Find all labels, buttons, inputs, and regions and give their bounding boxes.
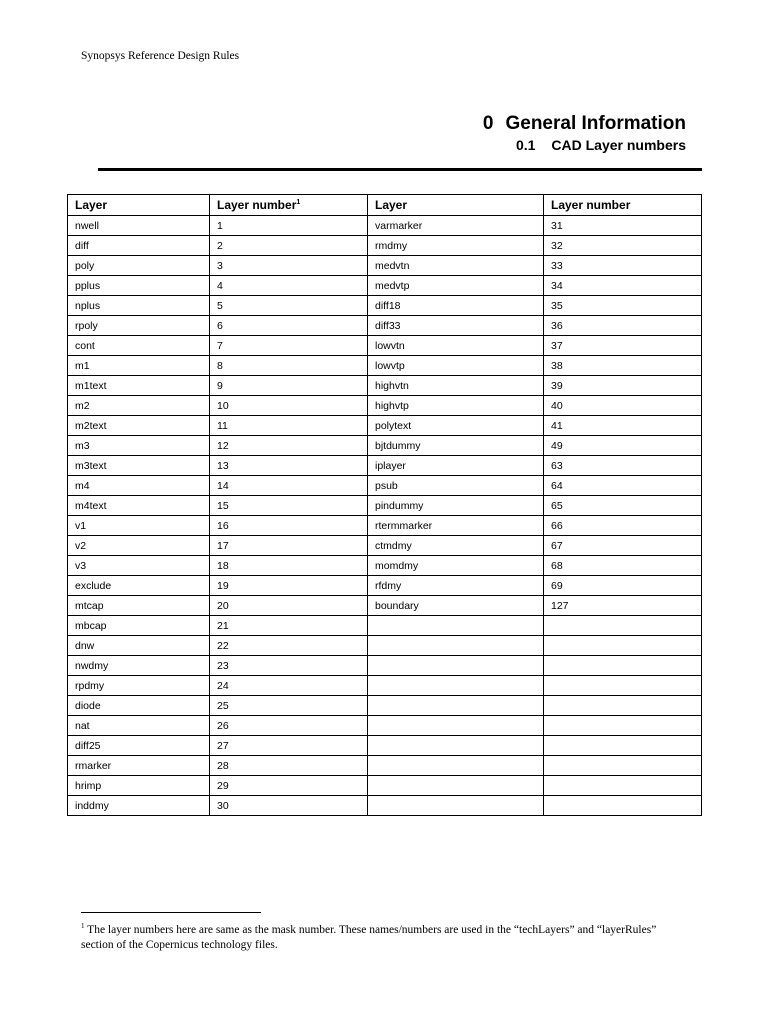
table-cell: 18 — [210, 556, 368, 576]
table-row — [68, 656, 702, 676]
table-row — [68, 676, 702, 696]
table-cell: 8 — [210, 356, 368, 376]
table-cell: 5 — [210, 296, 368, 316]
table-cell: 65 — [544, 496, 702, 516]
table-cell — [544, 636, 702, 656]
table-cell: rfdmy — [368, 576, 544, 596]
table-body — [68, 216, 702, 816]
table-cell: 67 — [544, 536, 702, 556]
table-row — [68, 296, 702, 316]
table-cell: iplayer — [368, 456, 544, 476]
table-cell: bjtdummy — [368, 436, 544, 456]
table-cell: ctmdmy — [368, 536, 544, 556]
table-cell: 17 — [210, 536, 368, 556]
table-cell: 34 — [544, 276, 702, 296]
header-layer-number-2: Layer number — [544, 195, 702, 216]
table-cell: mbcap — [68, 616, 210, 636]
table-cell — [368, 796, 544, 816]
table-cell: 38 — [544, 356, 702, 376]
table-row — [68, 716, 702, 736]
subsection-heading — [516, 137, 686, 153]
table-cell: diff18 — [368, 296, 544, 316]
table-cell — [544, 756, 702, 776]
table-header-row — [68, 195, 702, 216]
table-cell: rpdmy — [68, 676, 210, 696]
table-cell: 64 — [544, 476, 702, 496]
table-cell: 24 — [210, 676, 368, 696]
table-row — [68, 356, 702, 376]
table-cell: 11 — [210, 416, 368, 436]
table-row — [68, 736, 702, 756]
table-cell: momdmy — [368, 556, 544, 576]
table-cell: 66 — [544, 516, 702, 536]
table-cell: 37 — [544, 336, 702, 356]
heading-rule — [98, 168, 702, 171]
table-cell: 36 — [544, 316, 702, 336]
table-row — [68, 476, 702, 496]
table-cell: m3text — [68, 456, 210, 476]
table-cell: highvtp — [368, 396, 544, 416]
table-cell: 33 — [544, 256, 702, 276]
table-cell: medvtp — [368, 276, 544, 296]
table-row — [68, 436, 702, 456]
table-cell: varmarker — [368, 216, 544, 236]
table-cell: m1 — [68, 356, 210, 376]
table-cell — [368, 756, 544, 776]
table-cell: m4 — [68, 476, 210, 496]
subsection-number: 0.1 — [515, 137, 536, 153]
table-cell: nplus — [68, 296, 210, 316]
table-row — [68, 416, 702, 436]
table-cell: m2 — [68, 396, 210, 416]
table-cell — [368, 776, 544, 796]
table-cell: psub — [368, 476, 544, 496]
table-cell: nat — [68, 716, 210, 736]
table-row — [68, 636, 702, 656]
table-cell — [544, 616, 702, 636]
table-cell: v2 — [68, 536, 210, 556]
table-cell — [368, 676, 544, 696]
table-cell: 127 — [544, 596, 702, 616]
table-cell: lowvtp — [368, 356, 544, 376]
table-row — [68, 316, 702, 336]
table-cell: v3 — [68, 556, 210, 576]
table-cell: poly — [68, 256, 210, 276]
table-row — [68, 756, 702, 776]
table-row — [68, 776, 702, 796]
table-cell: medvtn — [368, 256, 544, 276]
table-row — [68, 516, 702, 536]
table-row — [68, 556, 702, 576]
table-cell: 12 — [210, 436, 368, 456]
table-cell: 20 — [210, 596, 368, 616]
table-cell: 3 — [210, 256, 368, 276]
table-cell: 26 — [210, 716, 368, 736]
table-row — [68, 536, 702, 556]
table-row — [68, 236, 702, 256]
footnote — [81, 919, 681, 953]
table-cell: inddmy — [68, 796, 210, 816]
table-cell: 25 — [210, 696, 368, 716]
table-cell: m2text — [68, 416, 210, 436]
table-cell — [368, 736, 544, 756]
table-cell: 10 — [210, 396, 368, 416]
table-row — [68, 496, 702, 516]
table-cell: 16 — [210, 516, 368, 536]
footnote-text: The layer numbers here are same as the mask number. These names/numbers are used in the “techLayers” and “layerRules” section of the Copernicus technology files. — [81, 923, 657, 951]
footnote-mark: 1 — [296, 199, 301, 206]
table-cell: 19 — [210, 576, 368, 596]
table-cell: 28 — [210, 756, 368, 776]
subsection-title: CAD Layer numbers — [551, 137, 686, 153]
table-cell: m4text — [68, 496, 210, 516]
cad-layer-table — [67, 194, 702, 816]
table-cell: dnw — [68, 636, 210, 656]
table-cell: diff25 — [68, 736, 210, 756]
table-cell: 39 — [544, 376, 702, 396]
table-cell — [544, 796, 702, 816]
table-cell: boundary — [368, 596, 544, 616]
table-row — [68, 216, 702, 236]
table-row — [68, 336, 702, 356]
table-cell: 4 — [210, 276, 368, 296]
table-cell: 22 — [210, 636, 368, 656]
table-cell: 21 — [210, 616, 368, 636]
table-row — [68, 456, 702, 476]
table-cell — [544, 776, 702, 796]
table-cell: cont — [68, 336, 210, 356]
table-cell: 63 — [544, 456, 702, 476]
table-cell — [544, 696, 702, 716]
table-cell: 15 — [210, 496, 368, 516]
table-cell: rpoly — [68, 316, 210, 336]
table-cell: lowvtn — [368, 336, 544, 356]
table-row — [68, 276, 702, 296]
header-layer: Layer — [68, 195, 210, 216]
section-heading — [483, 113, 686, 135]
table-row — [68, 256, 702, 276]
header-layer-number: Layer number$^1$ — [210, 195, 368, 216]
table-cell — [368, 656, 544, 676]
table-cell — [544, 656, 702, 676]
section-number: 0 — [482, 113, 494, 134]
table-cell: diff — [68, 236, 210, 256]
table-cell: 14 — [210, 476, 368, 496]
table-row — [68, 696, 702, 716]
table-cell — [368, 696, 544, 716]
table-cell: hrimp — [68, 776, 210, 796]
table-cell: diode — [68, 696, 210, 716]
table-cell: 49 — [544, 436, 702, 456]
table-cell — [544, 716, 702, 736]
table-cell: 29 — [210, 776, 368, 796]
table-cell: 1 — [210, 216, 368, 236]
table-cell: 41 — [544, 416, 702, 436]
table-row — [68, 616, 702, 636]
table-cell — [368, 636, 544, 656]
table-cell: 31 — [544, 216, 702, 236]
running-header: Synopsys Reference Design Rules — [81, 50, 240, 62]
table-cell: pplus — [68, 276, 210, 296]
table-cell: exclude — [68, 576, 210, 596]
table-row — [68, 576, 702, 596]
footnote-number: 1 — [81, 922, 85, 930]
table-cell: pindummy — [368, 496, 544, 516]
table-row — [68, 596, 702, 616]
table-cell: 69 — [544, 576, 702, 596]
table-cell: rmarker — [68, 756, 210, 776]
table-cell: mtcap — [68, 596, 210, 616]
footnote-rule — [81, 912, 261, 913]
table-cell: rtermmarker — [368, 516, 544, 536]
table-cell: diff33 — [368, 316, 544, 336]
table-cell: 30 — [210, 796, 368, 816]
table-cell: rmdmy — [368, 236, 544, 256]
table-cell: 7 — [210, 336, 368, 356]
table-cell: 6 — [210, 316, 368, 336]
table-cell — [544, 736, 702, 756]
table-cell: 27 — [210, 736, 368, 756]
table-row — [68, 796, 702, 816]
table-row — [68, 376, 702, 396]
table-cell: v1 — [68, 516, 210, 536]
table-cell: 68 — [544, 556, 702, 576]
table-cell: nwell — [68, 216, 210, 236]
section-title: General Information — [505, 113, 686, 134]
table-cell: 35 — [544, 296, 702, 316]
table-cell — [368, 616, 544, 636]
header-layer-2: Layer — [368, 195, 544, 216]
table-row — [68, 396, 702, 416]
table-cell: highvtn — [368, 376, 544, 396]
table-cell: m1text — [68, 376, 210, 396]
table-cell — [544, 676, 702, 696]
table-cell: 13 — [210, 456, 368, 476]
table-cell: 32 — [544, 236, 702, 256]
table-cell — [368, 716, 544, 736]
table-cell: m3 — [68, 436, 210, 456]
table-cell: nwdmy — [68, 656, 210, 676]
table-cell: 23 — [210, 656, 368, 676]
table-cell: 9 — [210, 376, 368, 396]
table-cell: 2 — [210, 236, 368, 256]
table-cell: polytext — [368, 416, 544, 436]
table-cell: 40 — [544, 396, 702, 416]
